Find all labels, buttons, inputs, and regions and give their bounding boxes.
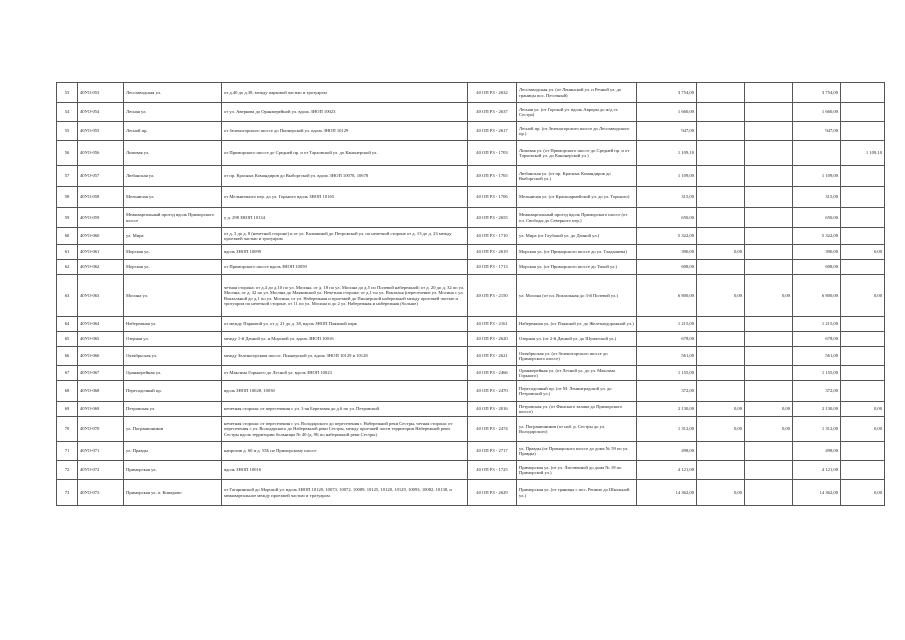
cell-road-name: Лесная ул. xyxy=(124,103,222,122)
cell-registry-number: 40 ОП РЗ - 2161 xyxy=(468,317,517,332)
table-row xyxy=(57,245,885,260)
cell-road-code: 40УО-068 xyxy=(78,381,124,402)
table-row xyxy=(57,141,885,166)
cell-value-total: 14 362,00 xyxy=(637,480,697,506)
cell-registry-number: 40 ОП РЗ - 2637 xyxy=(468,103,517,122)
table-row xyxy=(57,228,885,245)
cell-road-description: от Гагаринской до Морской ул. вдоль ЗНОП 10120, 10073, 10072, 10089, 10125, 10128, 10129, 10093, 10082, 10138, и межквартальное между проезжей частью и тротуаром xyxy=(222,480,468,506)
cell-road-extent: ул. Мосина (от пл. Вокзальная до 3-й Полевой ул.) xyxy=(517,275,637,317)
cell-value-c xyxy=(745,141,793,166)
cell-value-b xyxy=(697,260,745,275)
cell-road-description: нечетная сторона: от пересечения с ул. Володарского до пересечения с Набережной реки Сестры, четная сторона: от пересечения с ул. Володарского до Набережной реки Сестры, между проезжей части территории Набережной реки Сестры вдоль территории больницы № 40 (д. 9Б по набережной реки Сестры) xyxy=(222,417,468,442)
cell-value-e xyxy=(841,461,885,480)
cell-value-b xyxy=(697,347,745,366)
cell-value-e xyxy=(841,381,885,402)
cell-value-e xyxy=(841,122,885,141)
cell-row-number: 56 xyxy=(57,141,78,166)
cell-road-description: от Максима Горького до Лесной ул. вдоль ЗНОП 10023 xyxy=(222,366,468,381)
cell-road-name: Морская ул. xyxy=(124,245,222,260)
cell-row-number: 65 xyxy=(57,332,78,347)
cell-row-number: 73 xyxy=(57,480,78,506)
cell-value-c: 0,00 xyxy=(745,275,793,317)
cell-road-code: 40УО-055 xyxy=(78,122,124,141)
cell-registry-number: 40 ОП РЗ - 2621 xyxy=(468,347,517,366)
cell-road-extent: Лесная ул. (от Горской ул. вдоль Авроры до ж/д ст. Сестра) xyxy=(517,103,637,122)
cell-road-name: ул. Пограничников xyxy=(124,417,222,442)
cell-road-description: от между Парковой ул. от д. 21 до д. 38, вдоль ЗНОП Пляжной парк xyxy=(222,317,468,332)
cell-value-d: 14 362,00 xyxy=(793,480,841,506)
cell-row-number: 58 xyxy=(57,187,78,208)
cell-road-code: 40УО-053 xyxy=(78,83,124,103)
cell-value-b xyxy=(697,208,745,228)
cell-registry-number: 40 ОП РЗ - 2470 xyxy=(468,381,517,402)
cell-row-number: 70 xyxy=(57,417,78,442)
cell-road-code: 40УО-061 xyxy=(78,245,124,260)
table-row xyxy=(57,317,885,332)
cell-row-number: 57 xyxy=(57,166,78,187)
table-row xyxy=(57,461,885,480)
cell-value-e xyxy=(841,366,885,381)
cell-road-description: между 1-й Дачной ул. и Морской ул. вдоль ЗНОП 10016 xyxy=(222,332,468,347)
cell-value-e xyxy=(841,332,885,347)
cell-row-number: 54 xyxy=(57,103,78,122)
cell-registry-number: 40 ОП РЗ - 2632 xyxy=(468,83,517,103)
cell-value-d: 2 130,00 xyxy=(793,402,841,417)
cell-value-d: 1 215,00 xyxy=(793,317,841,332)
cell-road-name: Мельничая ул. xyxy=(124,187,222,208)
cell-value-b: 0,00 xyxy=(697,417,745,442)
cell-registry-number: 40 ОП РЗ - 2150 xyxy=(468,275,517,317)
cell-road-extent: Приморская ул. (от ул. Лиственной до дома № 18 по Приморской ул.) xyxy=(517,461,637,480)
cell-value-total: 372,00 xyxy=(637,381,697,402)
cell-road-name: Октябрьская ул. xyxy=(124,347,222,366)
cell-road-name: ул. Правды xyxy=(124,442,222,461)
cell-registry-number: 40 ОП РЗ - 1713 xyxy=(468,260,517,275)
table-row xyxy=(57,275,885,317)
cell-road-code: 40УО-064 xyxy=(78,317,124,332)
cell-value-b: 0,00 xyxy=(697,275,745,317)
cell-road-code: 40УО-067 xyxy=(78,366,124,381)
cell-value-c xyxy=(745,442,793,461)
cell-road-code: 40УО-072 xyxy=(78,461,124,480)
cell-road-code: 40УО-059 xyxy=(78,208,124,228)
cell-value-c xyxy=(745,245,793,260)
cell-road-extent: Морская ул. (от Приморского шоссе до ул. Гладышева) xyxy=(517,245,637,260)
cell-row-number: 53 xyxy=(57,83,78,103)
cell-value-b xyxy=(697,228,745,245)
cell-value-c xyxy=(745,347,793,366)
cell-value-c xyxy=(745,122,793,141)
cell-road-description: напротив д. 60 и д. 55Б по Приморскому шоссе xyxy=(222,442,468,461)
cell-registry-number: 40 ОП РЗ - 1765 xyxy=(468,166,517,187)
cell-value-b xyxy=(697,166,745,187)
cell-value-e xyxy=(841,187,885,208)
cell-row-number: 60 xyxy=(57,228,78,245)
cell-road-name: Озерная ул. xyxy=(124,332,222,347)
cell-value-total: 1 312,00 xyxy=(637,417,697,442)
cell-road-description: нечетная сторона: от пересечения с ул. 1-ая Березовая до д.6 по ул. Петровской xyxy=(222,402,468,417)
cell-value-c xyxy=(745,208,793,228)
cell-row-number: 66 xyxy=(57,347,78,366)
cell-registry-number: 40 ОП РЗ - 2016 xyxy=(468,402,517,417)
cell-value-e xyxy=(841,347,885,366)
table-row xyxy=(57,208,885,228)
cell-road-description: от ул. Аверкова до Оранжерейной ул. вдоль ЗНОП 10023 xyxy=(222,103,468,122)
table-row xyxy=(57,187,885,208)
cell-value-b xyxy=(697,103,745,122)
cell-road-name: Набережная ул. xyxy=(124,317,222,332)
cell-row-number: 61 xyxy=(57,245,78,260)
cell-value-e: 0,00 xyxy=(841,480,885,506)
cell-value-d: 678,00 xyxy=(793,332,841,347)
cell-value-b xyxy=(697,366,745,381)
cell-value-total: 498,00 xyxy=(637,442,697,461)
cell-row-number: 62 xyxy=(57,260,78,275)
cell-row-number: 72 xyxy=(57,461,78,480)
cell-road-extent: Любанская ул. (от пр. Красных Командиров до Выборгской ул.) xyxy=(517,166,637,187)
cell-value-c: 0,00 xyxy=(745,417,793,442)
cell-value-total: 6 800,00 xyxy=(637,275,697,317)
cell-row-number: 69 xyxy=(57,402,78,417)
cell-value-d: 5 322,00 xyxy=(793,228,841,245)
cell-value-total: 390,00 xyxy=(637,245,697,260)
cell-value-e: 0,00 xyxy=(841,417,885,442)
cell-row-number: 68 xyxy=(57,381,78,402)
cell-row-number: 67 xyxy=(57,366,78,381)
cell-value-d: 1 109,00 xyxy=(793,166,841,187)
cell-registry-number: 40 ОП РЗ - 2620 xyxy=(468,332,517,347)
cell-value-b xyxy=(697,141,745,166)
cell-road-name: Петровская ул. xyxy=(124,402,222,417)
cell-value-c xyxy=(745,317,793,332)
cell-value-e xyxy=(841,442,885,461)
cell-road-name: Мосина ул. xyxy=(124,275,222,317)
cell-registry-number: 40 ОП РЗ - 1703 xyxy=(468,141,517,166)
cell-road-extent: Морская ул. (от Приморского шоссе до Тихой ул.) xyxy=(517,260,637,275)
cell-value-c xyxy=(745,187,793,208)
table-row xyxy=(57,402,885,417)
table-row xyxy=(57,442,885,461)
cell-registry-number: 40 ОП РЗ - 2655 xyxy=(468,208,517,228)
cell-road-code: 40УО-060 xyxy=(78,228,124,245)
cell-road-code: 40УО-071 xyxy=(78,442,124,461)
cell-road-name: Липовая ул. xyxy=(124,141,222,166)
table-body xyxy=(57,83,885,506)
cell-road-description: вдоль ЗНОП 10016 xyxy=(222,461,468,480)
cell-value-total: 1 155,00 xyxy=(637,366,697,381)
cell-value-b xyxy=(697,187,745,208)
cell-value-total: 1 660,00 xyxy=(637,103,697,122)
cell-registry-number: 40 ОП РЗ - 2617 xyxy=(468,122,517,141)
cell-value-e: 0,00 xyxy=(841,402,885,417)
table-row xyxy=(57,83,885,103)
cell-value-d: 608,00 xyxy=(793,260,841,275)
cell-value-d: 498,00 xyxy=(793,442,841,461)
cell-road-description: между Зеленогорским шоссе, Пионерской ул. вдоль ЗНОП 10129 и 10128 xyxy=(222,347,468,366)
cell-value-b xyxy=(697,83,745,103)
cell-value-total: 3 754,00 xyxy=(637,83,697,103)
cell-value-d: 650,00 xyxy=(793,208,841,228)
cell-value-total: 315,00 xyxy=(637,187,697,208)
cell-road-description: вдоль ЗНОП 10028, 10030 xyxy=(222,381,468,402)
cell-road-extent: Октябрьская ул. (от Зеленогорского шоссе до Приморского шоссе) xyxy=(517,347,637,366)
cell-value-d: 947,00 xyxy=(793,122,841,141)
cell-value-total: 4 121,00 xyxy=(637,461,697,480)
cell-value-c: 0,00 xyxy=(745,402,793,417)
cell-value-e xyxy=(841,317,885,332)
cell-value-c xyxy=(745,260,793,275)
cell-value-e xyxy=(841,166,885,187)
cell-road-code: 40УО-073 xyxy=(78,480,124,506)
cell-road-code: 40УО-063 xyxy=(78,275,124,317)
cell-road-extent: Приморская ул. (от границы с пос. Репино до Школьной ул.) xyxy=(517,480,637,506)
cell-value-d: 561,00 xyxy=(793,347,841,366)
cell-registry-number: 40 ОП РЗ - 2629 xyxy=(468,480,517,506)
roads-table xyxy=(56,82,885,506)
cell-value-c xyxy=(745,228,793,245)
cell-value-c xyxy=(745,480,793,506)
cell-value-total: 2 130,00 xyxy=(637,402,697,417)
table-row xyxy=(57,366,885,381)
cell-road-code: 40УО-056 xyxy=(78,141,124,166)
table-row xyxy=(57,332,885,347)
cell-value-c xyxy=(745,461,793,480)
cell-road-description: вдоль ЗНОП 10099 xyxy=(222,245,468,260)
cell-value-e: 0,00 xyxy=(841,275,885,317)
cell-road-code: 40УО-069 xyxy=(78,402,124,417)
cell-road-name: Приморская ул. п. Комарово xyxy=(124,480,222,506)
cell-value-e: 0,00 xyxy=(841,245,885,260)
cell-value-d xyxy=(793,141,841,166)
cell-road-description: от Мельничного пер. до ул. Горького вдоль ЗНОП 10165 xyxy=(222,187,468,208)
table-row xyxy=(57,260,885,275)
cell-value-b: 0,00 xyxy=(697,480,745,506)
cell-road-extent: ул. Правды (от Приморского шоссе до дома № 59 по ул. Правды) xyxy=(517,442,637,461)
cell-road-name: Морская ул. xyxy=(124,260,222,275)
cell-value-total: 1 109,00 xyxy=(637,166,697,187)
cell-value-c xyxy=(745,332,793,347)
document-sheet xyxy=(56,82,885,506)
cell-road-extent: Набережная ул. (от Пляжной ул. до Железнодорожной ул.) xyxy=(517,317,637,332)
cell-registry-number: 40 ОП РЗ - 2474 xyxy=(468,417,517,442)
cell-value-b xyxy=(697,332,745,347)
cell-value-d: 390,00 xyxy=(793,245,841,260)
cell-road-extent: ул. Пограничников (от наб. р. Сестры до ул. Володарского) xyxy=(517,417,637,442)
cell-value-total: 678,00 xyxy=(637,332,697,347)
table-row xyxy=(57,122,885,141)
cell-road-name: Лесной пр. xyxy=(124,122,222,141)
cell-road-extent: Липовая ул. (от Приморского шоссе до Средней пр. и от Тарховской ул. до Канонерской ул.) xyxy=(517,141,637,166)
cell-row-number: 63 xyxy=(57,275,78,317)
cell-value-c xyxy=(745,366,793,381)
cell-registry-number: 40 ОП РЗ - 1710 xyxy=(468,228,517,245)
table-row xyxy=(57,480,885,506)
cell-road-extent: Лесозаводская ул. (от Ленинской ул. и Речной ул. до границы пос. Песочный) xyxy=(517,83,637,103)
cell-road-description: у д. 298 ЗНОП 10134 xyxy=(222,208,468,228)
cell-value-c xyxy=(745,83,793,103)
cell-value-c xyxy=(745,381,793,402)
cell-value-b xyxy=(697,122,745,141)
cell-value-total: 1 215,00 xyxy=(637,317,697,332)
cell-value-total: 947,00 xyxy=(637,122,697,141)
cell-row-number: 64 xyxy=(57,317,78,332)
cell-value-d: 6 800,00 xyxy=(793,275,841,317)
cell-registry-number: 40 ОП РЗ - 2619 xyxy=(468,245,517,260)
cell-value-e xyxy=(841,103,885,122)
cell-road-code: 40УО-066 xyxy=(78,347,124,366)
cell-value-d: 372,00 xyxy=(793,381,841,402)
cell-row-number: 71 xyxy=(57,442,78,461)
cell-road-description: от Приморского шоссе вдоль ЗНОП 10059 xyxy=(222,260,468,275)
cell-registry-number: 40 ОП РЗ - 1706 xyxy=(468,187,517,208)
cell-value-e xyxy=(841,228,885,245)
cell-road-name: Межквартальный проезд вдоль Приморского шоссе xyxy=(124,208,222,228)
cell-registry-number: 40 ОП РЗ - 2466 xyxy=(468,366,517,381)
table-row xyxy=(57,166,885,187)
cell-value-b xyxy=(697,381,745,402)
cell-road-code: 40УО-065 xyxy=(78,332,124,347)
cell-road-name: Любанская ул. xyxy=(124,166,222,187)
cell-road-name: Пересадочный пр. xyxy=(124,381,222,402)
cell-value-e: 1 109,10 xyxy=(841,141,885,166)
cell-road-description: от пр. Красных Командиров до Выборгской ул. вдоль ЗНОП 10078, 10678 xyxy=(222,166,468,187)
cell-value-c xyxy=(745,103,793,122)
cell-road-extent: Пересадочный пр. (от М. Ленинградской ул. до Петровской ул.) xyxy=(517,381,637,402)
cell-road-name: Лесозаводская ул. xyxy=(124,83,222,103)
cell-value-b: 0,00 xyxy=(697,402,745,417)
cell-road-code: 40УО-057 xyxy=(78,166,124,187)
cell-value-b xyxy=(697,317,745,332)
cell-value-e xyxy=(841,260,885,275)
cell-value-total: 561,00 xyxy=(637,347,697,366)
cell-value-e xyxy=(841,83,885,103)
cell-road-description: от д. 3 до д. 8 (нечетной стороне) и от ул. Калининой до Петровской ул. по нечетной стороне от д. 13 до д. 23 между проезжей частью и тротуаром xyxy=(222,228,468,245)
cell-road-extent: ул. Мира (от Глубокой ул. до Дачной ул.) xyxy=(517,228,637,245)
cell-value-b: 0,00 xyxy=(697,245,745,260)
cell-value-total: 608,00 xyxy=(637,260,697,275)
table-row xyxy=(57,347,885,366)
cell-road-extent: Мельничая ул. (от Красноармейской ул. до ул. Горького) xyxy=(517,187,637,208)
cell-value-total: 5 322,00 xyxy=(637,228,697,245)
cell-road-extent: Петровская ул. (от Финского залива до Приморского шоссе) xyxy=(517,402,637,417)
cell-road-description: от д.40 до д.38, между парковой частью и тротуаром xyxy=(222,83,468,103)
cell-road-name: ул. Мира xyxy=(124,228,222,245)
cell-value-d: 1 660,00 xyxy=(793,103,841,122)
cell-road-name: Приморская ул. xyxy=(124,461,222,480)
cell-value-d: 1 155,00 xyxy=(793,366,841,381)
table-row xyxy=(57,381,885,402)
cell-road-code: 40УО-062 xyxy=(78,260,124,275)
cell-value-c xyxy=(745,166,793,187)
table-row xyxy=(57,103,885,122)
cell-value-b xyxy=(697,461,745,480)
cell-row-number: 59 xyxy=(57,208,78,228)
cell-road-description: от Приморского шоссе до Средней пр. и от Тарховской ул. до Канонерской ул. xyxy=(222,141,468,166)
cell-value-d: 4 121,00 xyxy=(793,461,841,480)
cell-row-number: 55 xyxy=(57,122,78,141)
cell-registry-number: 40 ОП РЗ - 1725 xyxy=(468,461,517,480)
cell-road-code: 40УО-058 xyxy=(78,187,124,208)
cell-road-name: Оранжерейная ул. xyxy=(124,366,222,381)
cell-value-b xyxy=(697,442,745,461)
cell-value-total: 1 109,10 xyxy=(637,141,697,166)
cell-road-extent: Оранжерейная ул. (от Лесной ул. до ул. Максима Горького) xyxy=(517,366,637,381)
cell-road-description: четная сторона: от д.4 до д.10 по ул. Мосина, от д. 18 по ул. Мосина до д.5 по Полевой набережной; от д. 20 до д. 32 по ул. Мосина, от д. 32 по ул. Мосина до Маяковской ул. Нечетная сторона: от д.1 по ул. Вокзалья (пересечение ул. Мосина с ул. Вокзальной до д.1 по ул. Мосина; от ул. Набережная и проезжей до Пионерской набережной между проезжей частью и тротуаром по нечетной стороне. от 11 по ул. Мосина и до 2 ул. Набережная и набережная (больше) xyxy=(222,275,468,317)
cell-road-code: 40УО-070 xyxy=(78,417,124,442)
cell-registry-number: 40 ОП РЗ - 2717 xyxy=(468,442,517,461)
cell-value-total: 650,00 xyxy=(637,208,697,228)
cell-value-d: 1 312,00 xyxy=(793,417,841,442)
cell-road-extent: Лесной пр. (от Зеленогорского шоссе до Лесозаводского пр.) xyxy=(517,122,637,141)
cell-value-d: 315,00 xyxy=(793,187,841,208)
cell-road-extent: Межквартальный проезд вдоль Приморского шоссе (от пл. Свободы до Северного пер.) xyxy=(517,208,637,228)
cell-road-code: 40УО-054 xyxy=(78,103,124,122)
cell-road-description: от Зеленогорского шоссе до Пионерской ул. вдоль ЗНОП 10129 xyxy=(222,122,468,141)
cell-road-extent: Озерная ул. (от 2-й Дачной ул. до Шуматской ул.) xyxy=(517,332,637,347)
cell-value-d: 3 754,00 xyxy=(793,83,841,103)
cell-value-e xyxy=(841,208,885,228)
table-row xyxy=(57,417,885,442)
